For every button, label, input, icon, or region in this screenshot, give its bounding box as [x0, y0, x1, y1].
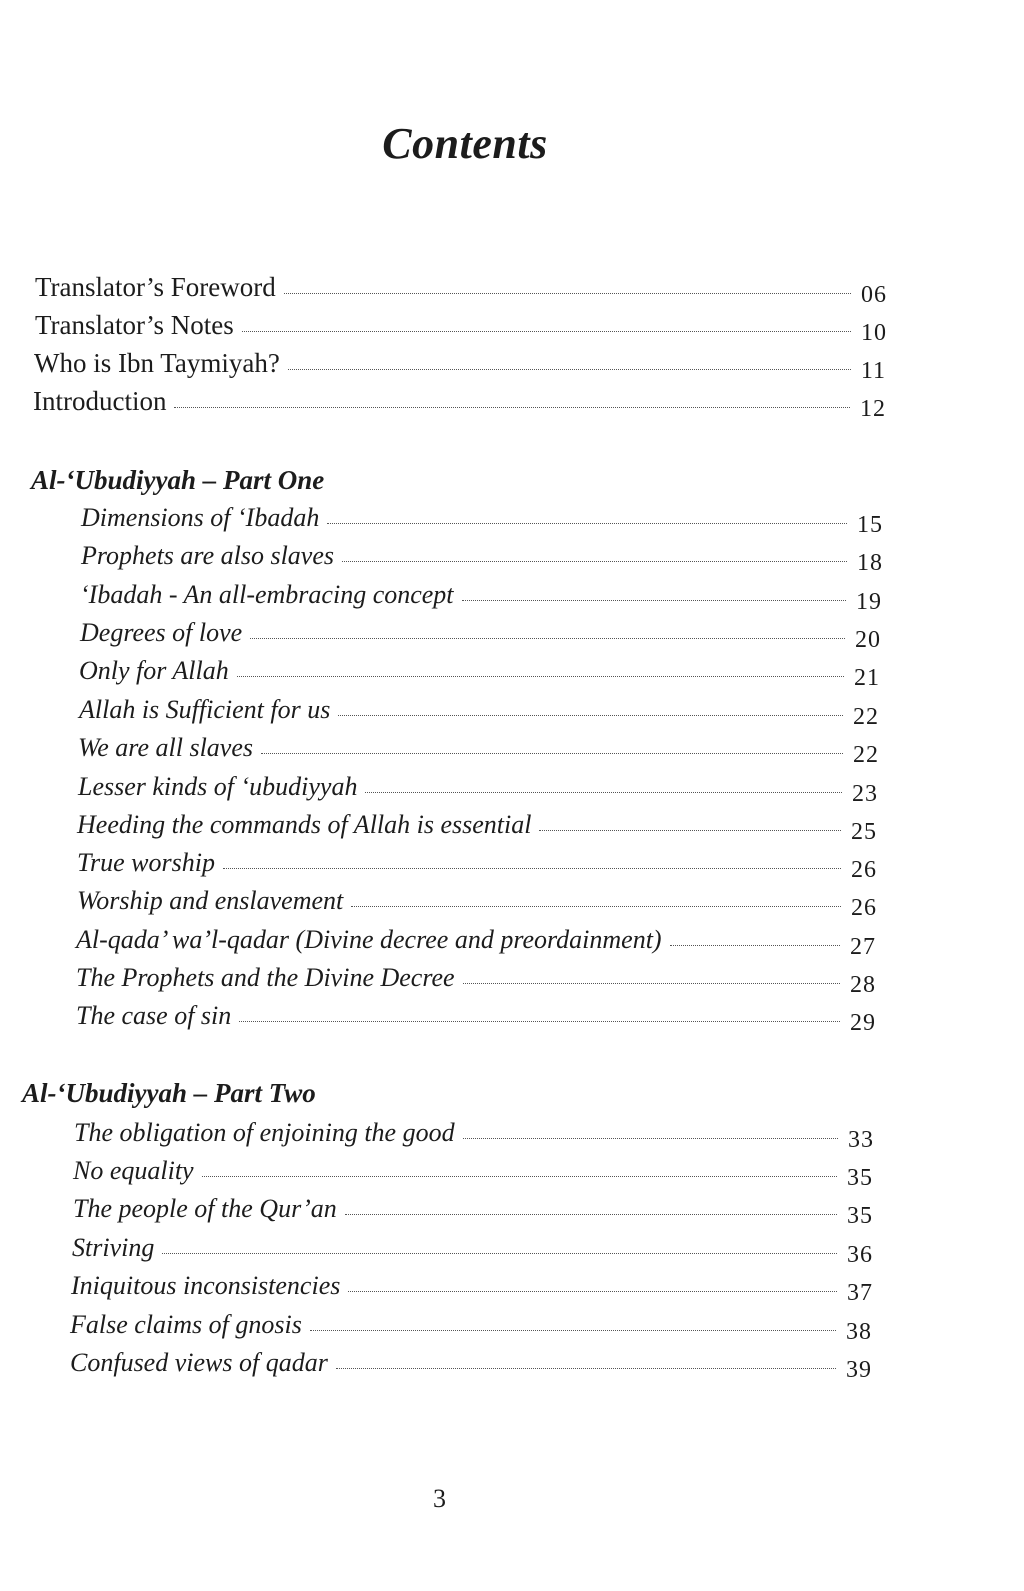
dot-leader	[162, 1253, 837, 1254]
toc-entry-page: 21	[854, 665, 880, 691]
dot-leader	[338, 715, 843, 716]
toc-entry-label: Who is Ibn Taymiyah?	[34, 348, 280, 378]
toc-entry[interactable]	[77, 810, 877, 848]
toc-entry-page: 29	[850, 1010, 876, 1036]
dot-leader	[174, 407, 850, 408]
toc-entry-label: The people of the Qur’an	[73, 1194, 337, 1223]
toc-entry-label: Dimensions of ‘Ibadah	[81, 503, 320, 532]
dot-leader	[223, 868, 841, 869]
toc-entry-label: We are all slaves	[78, 733, 253, 762]
toc-entry[interactable]	[77, 848, 877, 886]
toc-entry-label: Heeding the commands of Allah is essential	[77, 810, 532, 839]
toc-entry[interactable]	[76, 925, 876, 963]
dot-leader	[336, 1368, 836, 1369]
toc-entry-label: False claims of gnosis	[70, 1310, 302, 1339]
toc-entry-page: 33	[848, 1127, 874, 1153]
toc-entry[interactable]	[76, 1001, 876, 1039]
toc-entry-page: 20	[855, 627, 881, 653]
toc-entry-label: Lesser kinds of ‘ubudiyyah	[78, 772, 358, 801]
toc-entry-page: 23	[852, 781, 878, 807]
dot-leader	[284, 293, 851, 294]
toc-entry-label: Prophets are also slaves	[81, 541, 334, 570]
toc-entry-page: 28	[850, 972, 876, 998]
toc-entry[interactable]	[79, 656, 880, 694]
toc-entry-page: 38	[846, 1319, 872, 1345]
dot-leader	[539, 830, 841, 831]
toc-entry-label: Translator’s Foreword	[35, 272, 276, 302]
toc-entry-label: Only for Allah	[79, 656, 229, 685]
toc-entry-page: 22	[853, 704, 879, 730]
toc-entry-page: 10	[861, 320, 887, 346]
toc-entry-page: 11	[860, 358, 886, 384]
toc-entry-page: 18	[857, 550, 883, 576]
dot-leader	[342, 561, 847, 562]
dot-leader	[365, 792, 842, 793]
dot-leader	[310, 1330, 836, 1331]
toc-entry-label: ‘Ibadah - An all-embracing concept	[80, 580, 454, 609]
section-heading-part-one: Al-‘Ubudiyyah – Part One	[31, 465, 325, 495]
toc-entry-label: Introduction	[33, 386, 167, 416]
toc-entry-page: 35	[847, 1203, 873, 1229]
toc-entry[interactable]	[70, 1310, 872, 1348]
toc-entry-label: Al-qada’ wa’l-qadar (Divine decree and preordainment)	[76, 925, 662, 954]
toc-entry[interactable]	[33, 386, 886, 424]
dot-leader	[462, 600, 846, 601]
toc-entry[interactable]	[70, 1348, 872, 1386]
toc-entry[interactable]	[72, 1233, 873, 1271]
toc-entry-label: Iniquitous inconsistencies	[71, 1271, 341, 1300]
toc-entry-label: Striving	[72, 1233, 155, 1262]
toc-entry-page: 36	[847, 1242, 873, 1268]
dot-leader	[261, 753, 843, 754]
toc-entry-label: Allah is Sufficient for us	[79, 695, 331, 724]
dot-leader	[463, 983, 840, 984]
dot-leader	[345, 1214, 837, 1215]
page-title: Contents	[382, 119, 548, 168]
dot-leader	[202, 1176, 837, 1177]
toc-entry-label: The Prophets and the Divine Decree	[76, 963, 455, 992]
toc-entry[interactable]	[77, 886, 877, 924]
toc-entry-label: Worship and enslavement	[77, 886, 344, 915]
toc-entry-page: 15	[857, 512, 883, 538]
toc-entry[interactable]	[35, 272, 887, 310]
toc-entry[interactable]	[73, 1156, 873, 1194]
toc-entry-page: 37	[847, 1280, 873, 1306]
toc-entry-page: 26	[851, 857, 877, 883]
toc-entry[interactable]	[81, 503, 883, 541]
dot-leader	[670, 945, 840, 946]
toc-entry[interactable]	[80, 618, 881, 656]
toc-entry[interactable]	[34, 348, 886, 386]
toc-entry-label: True worship	[77, 848, 215, 877]
toc-entry-page: 22	[853, 742, 879, 768]
toc-entry-label: Degrees of love	[80, 618, 243, 647]
dot-leader	[237, 676, 844, 677]
dot-leader	[327, 523, 847, 524]
toc-entry[interactable]	[74, 1118, 874, 1156]
toc-entry[interactable]	[78, 772, 878, 810]
toc-entry[interactable]	[35, 310, 887, 348]
toc-entry[interactable]	[79, 695, 879, 733]
dot-leader	[463, 1138, 838, 1139]
toc-entry[interactable]	[81, 541, 883, 579]
toc-entry[interactable]	[76, 963, 876, 1001]
section-heading-part-two: Al-‘Ubudiyyah – Part Two	[22, 1078, 316, 1108]
toc-entry-label: The case of sin	[76, 1001, 232, 1030]
toc-entry-page: 27	[850, 934, 876, 960]
toc-entry[interactable]	[73, 1194, 873, 1232]
dot-leader	[351, 906, 841, 907]
toc-entry[interactable]	[71, 1271, 873, 1309]
toc-entry-page: 26	[851, 895, 877, 921]
toc-entry-label: Translator’s Notes	[35, 310, 234, 340]
dot-leader	[242, 331, 851, 332]
toc-entry-page: 06	[861, 282, 887, 308]
toc-entry-label: No equality	[73, 1156, 194, 1185]
toc-entry-page: 35	[847, 1165, 873, 1191]
dot-leader	[239, 1021, 840, 1022]
toc-entry-label: The obligation of enjoining the good	[74, 1118, 455, 1147]
toc-entry-page: 39	[846, 1357, 872, 1383]
page-number: 3	[433, 1484, 446, 1513]
toc-entry-page: 25	[851, 819, 877, 845]
dot-leader	[348, 1291, 837, 1292]
toc-entry[interactable]	[80, 580, 882, 618]
toc-entry-page: 12	[860, 396, 886, 422]
dot-leader	[288, 369, 851, 370]
toc-entry-label: Confused views of qadar	[70, 1348, 328, 1377]
toc-entry[interactable]	[78, 733, 879, 771]
dot-leader	[250, 638, 845, 639]
toc-entry-page: 19	[856, 589, 882, 615]
